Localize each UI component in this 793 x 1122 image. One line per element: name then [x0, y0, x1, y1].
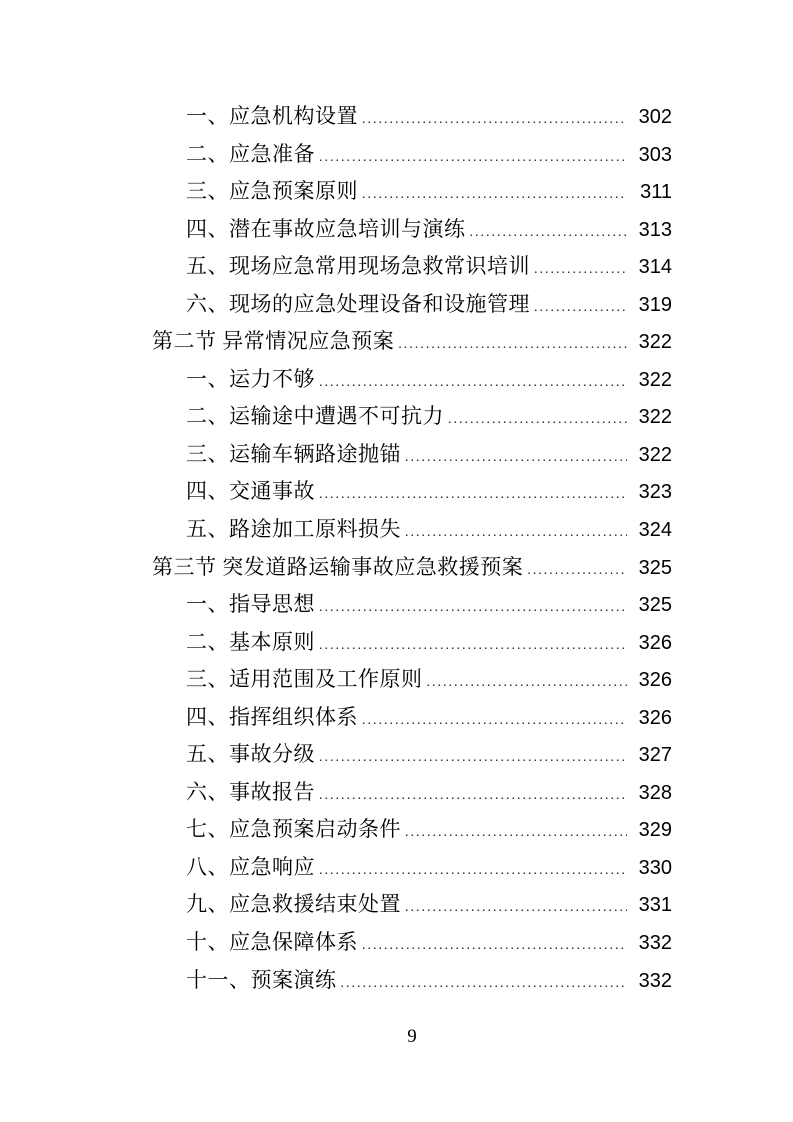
toc-entry-page: 324 [638, 519, 672, 542]
toc-entry-page: 331 [638, 894, 672, 917]
toc-entry-label: 二、应急准备 [186, 141, 315, 166]
toc-entry-label: 二、运输途中遭遇不可抗力 [186, 404, 444, 429]
toc-entry-label: 一、指导思想 [186, 592, 315, 617]
dot-leader [405, 814, 627, 852]
toc-entry-page: 303 [638, 143, 672, 166]
dot-leader [427, 664, 628, 702]
toc-entry-page: 328 [638, 781, 672, 804]
toc-entry-page: 314 [638, 256, 672, 279]
toc-entry-page: 311 [640, 181, 672, 204]
toc-entry-label: 六、现场的应急处理设备和设施管理 [186, 291, 530, 316]
toc-entry-label: 十、应急保障体系 [186, 930, 358, 955]
toc-entry-label: 二、基本原则 [186, 629, 315, 654]
toc-entry-label: 五、事故分级 [186, 742, 315, 767]
dot-leader [341, 965, 628, 1003]
toc-entry-page: 332 [638, 969, 672, 992]
toc-entry-page: 322 [638, 331, 672, 354]
dot-leader [319, 739, 627, 777]
toc-entry[interactable] [152, 398, 672, 436]
toc-entry[interactable] [152, 849, 672, 887]
dot-leader [362, 176, 627, 214]
toc-entry[interactable] [152, 211, 672, 249]
dot-leader [319, 627, 627, 665]
toc-entry[interactable] [152, 661, 672, 699]
toc-entry-label: 四、交通事故 [186, 479, 315, 504]
toc-entry-page: 329 [638, 819, 672, 842]
toc-entry-label: 八、应急响应 [186, 854, 315, 879]
toc-entry-section[interactable] [152, 549, 672, 587]
dot-leader [405, 514, 627, 552]
toc-entry-page: 327 [638, 744, 672, 767]
toc-entry-page: 326 [638, 706, 672, 729]
toc-entry-label: 三、适用范围及工作原则 [186, 667, 423, 692]
dot-leader [448, 401, 627, 439]
toc-entry-label: 第二节 异常情况应急预案 [152, 329, 395, 354]
table-of-contents [152, 98, 672, 999]
dot-leader [319, 589, 627, 627]
dot-leader [527, 552, 627, 590]
toc-entry-page: 332 [638, 932, 672, 955]
toc-entry[interactable] [152, 473, 672, 511]
toc-entry[interactable] [152, 962, 672, 1000]
toc-entry-label: 四、指挥组织体系 [186, 704, 358, 729]
toc-entry-label: 四、潜在事故应急培训与演练 [186, 216, 466, 241]
toc-entry-page: 325 [638, 594, 672, 617]
toc-entry-label: 一、应急机构设置 [186, 104, 358, 128]
page-number: 9 [407, 1026, 417, 1047]
toc-entry[interactable] [152, 774, 672, 812]
dot-leader [534, 251, 627, 289]
toc-entry[interactable] [152, 361, 672, 399]
toc-entry-page: 322 [638, 368, 672, 391]
dot-leader [405, 889, 627, 927]
toc-entry[interactable] [152, 924, 672, 962]
toc-entry-page: 322 [638, 443, 672, 466]
toc-entry[interactable] [152, 173, 672, 211]
dot-leader [362, 101, 627, 139]
toc-entry-label: 五、现场应急常用现场急救常识培训 [186, 254, 530, 279]
toc-entry-label: 第三节 突发道路运输事故应急救援预案 [152, 554, 524, 579]
dot-leader [319, 777, 627, 815]
dot-leader [319, 364, 627, 402]
toc-entry-page: 325 [638, 556, 672, 579]
toc-entry[interactable] [152, 699, 672, 737]
toc-entry-label: 一、运力不够 [186, 366, 315, 391]
toc-entry[interactable] [152, 436, 672, 474]
toc-entry-page: 302 [638, 106, 672, 128]
toc-entry-page: 330 [638, 856, 672, 879]
toc-entry-page: 313 [638, 218, 672, 241]
toc-entry-label: 十一、预案演练 [186, 967, 337, 992]
toc-entry-page: 326 [638, 631, 672, 654]
dot-leader [362, 927, 627, 965]
toc-entry-page: 326 [638, 669, 672, 692]
toc-entry[interactable] [152, 248, 672, 286]
toc-entry[interactable] [152, 586, 672, 624]
toc-entry[interactable] [152, 286, 672, 324]
dot-leader [362, 702, 627, 740]
dot-leader [319, 476, 627, 514]
toc-entry-label: 七、应急预案启动条件 [186, 817, 401, 842]
toc-entry[interactable] [152, 98, 672, 136]
dot-leader [534, 289, 627, 327]
toc-entry-label: 五、路途加工原料损失 [186, 517, 401, 542]
toc-entry[interactable] [152, 736, 672, 774]
toc-entry-section[interactable] [152, 323, 672, 361]
toc-entry[interactable] [152, 511, 672, 549]
dot-leader [398, 326, 627, 364]
toc-entry-page: 319 [638, 293, 672, 316]
toc-entry-label: 三、应急预案原则 [186, 179, 358, 204]
toc-entry[interactable] [152, 811, 672, 849]
dot-leader [319, 139, 627, 177]
toc-entry-page: 323 [638, 481, 672, 504]
toc-entry-label: 三、运输车辆路途抛锚 [186, 441, 401, 466]
dot-leader [470, 214, 628, 252]
toc-entry[interactable] [152, 136, 672, 174]
toc-entry[interactable] [152, 886, 672, 924]
toc-entry[interactable] [152, 624, 672, 662]
toc-entry-label: 六、事故报告 [186, 779, 315, 804]
toc-entry-label: 九、应急救援结束处置 [186, 892, 401, 917]
toc-entry-page: 322 [638, 406, 672, 429]
dot-leader [319, 852, 627, 890]
dot-leader [405, 439, 627, 477]
